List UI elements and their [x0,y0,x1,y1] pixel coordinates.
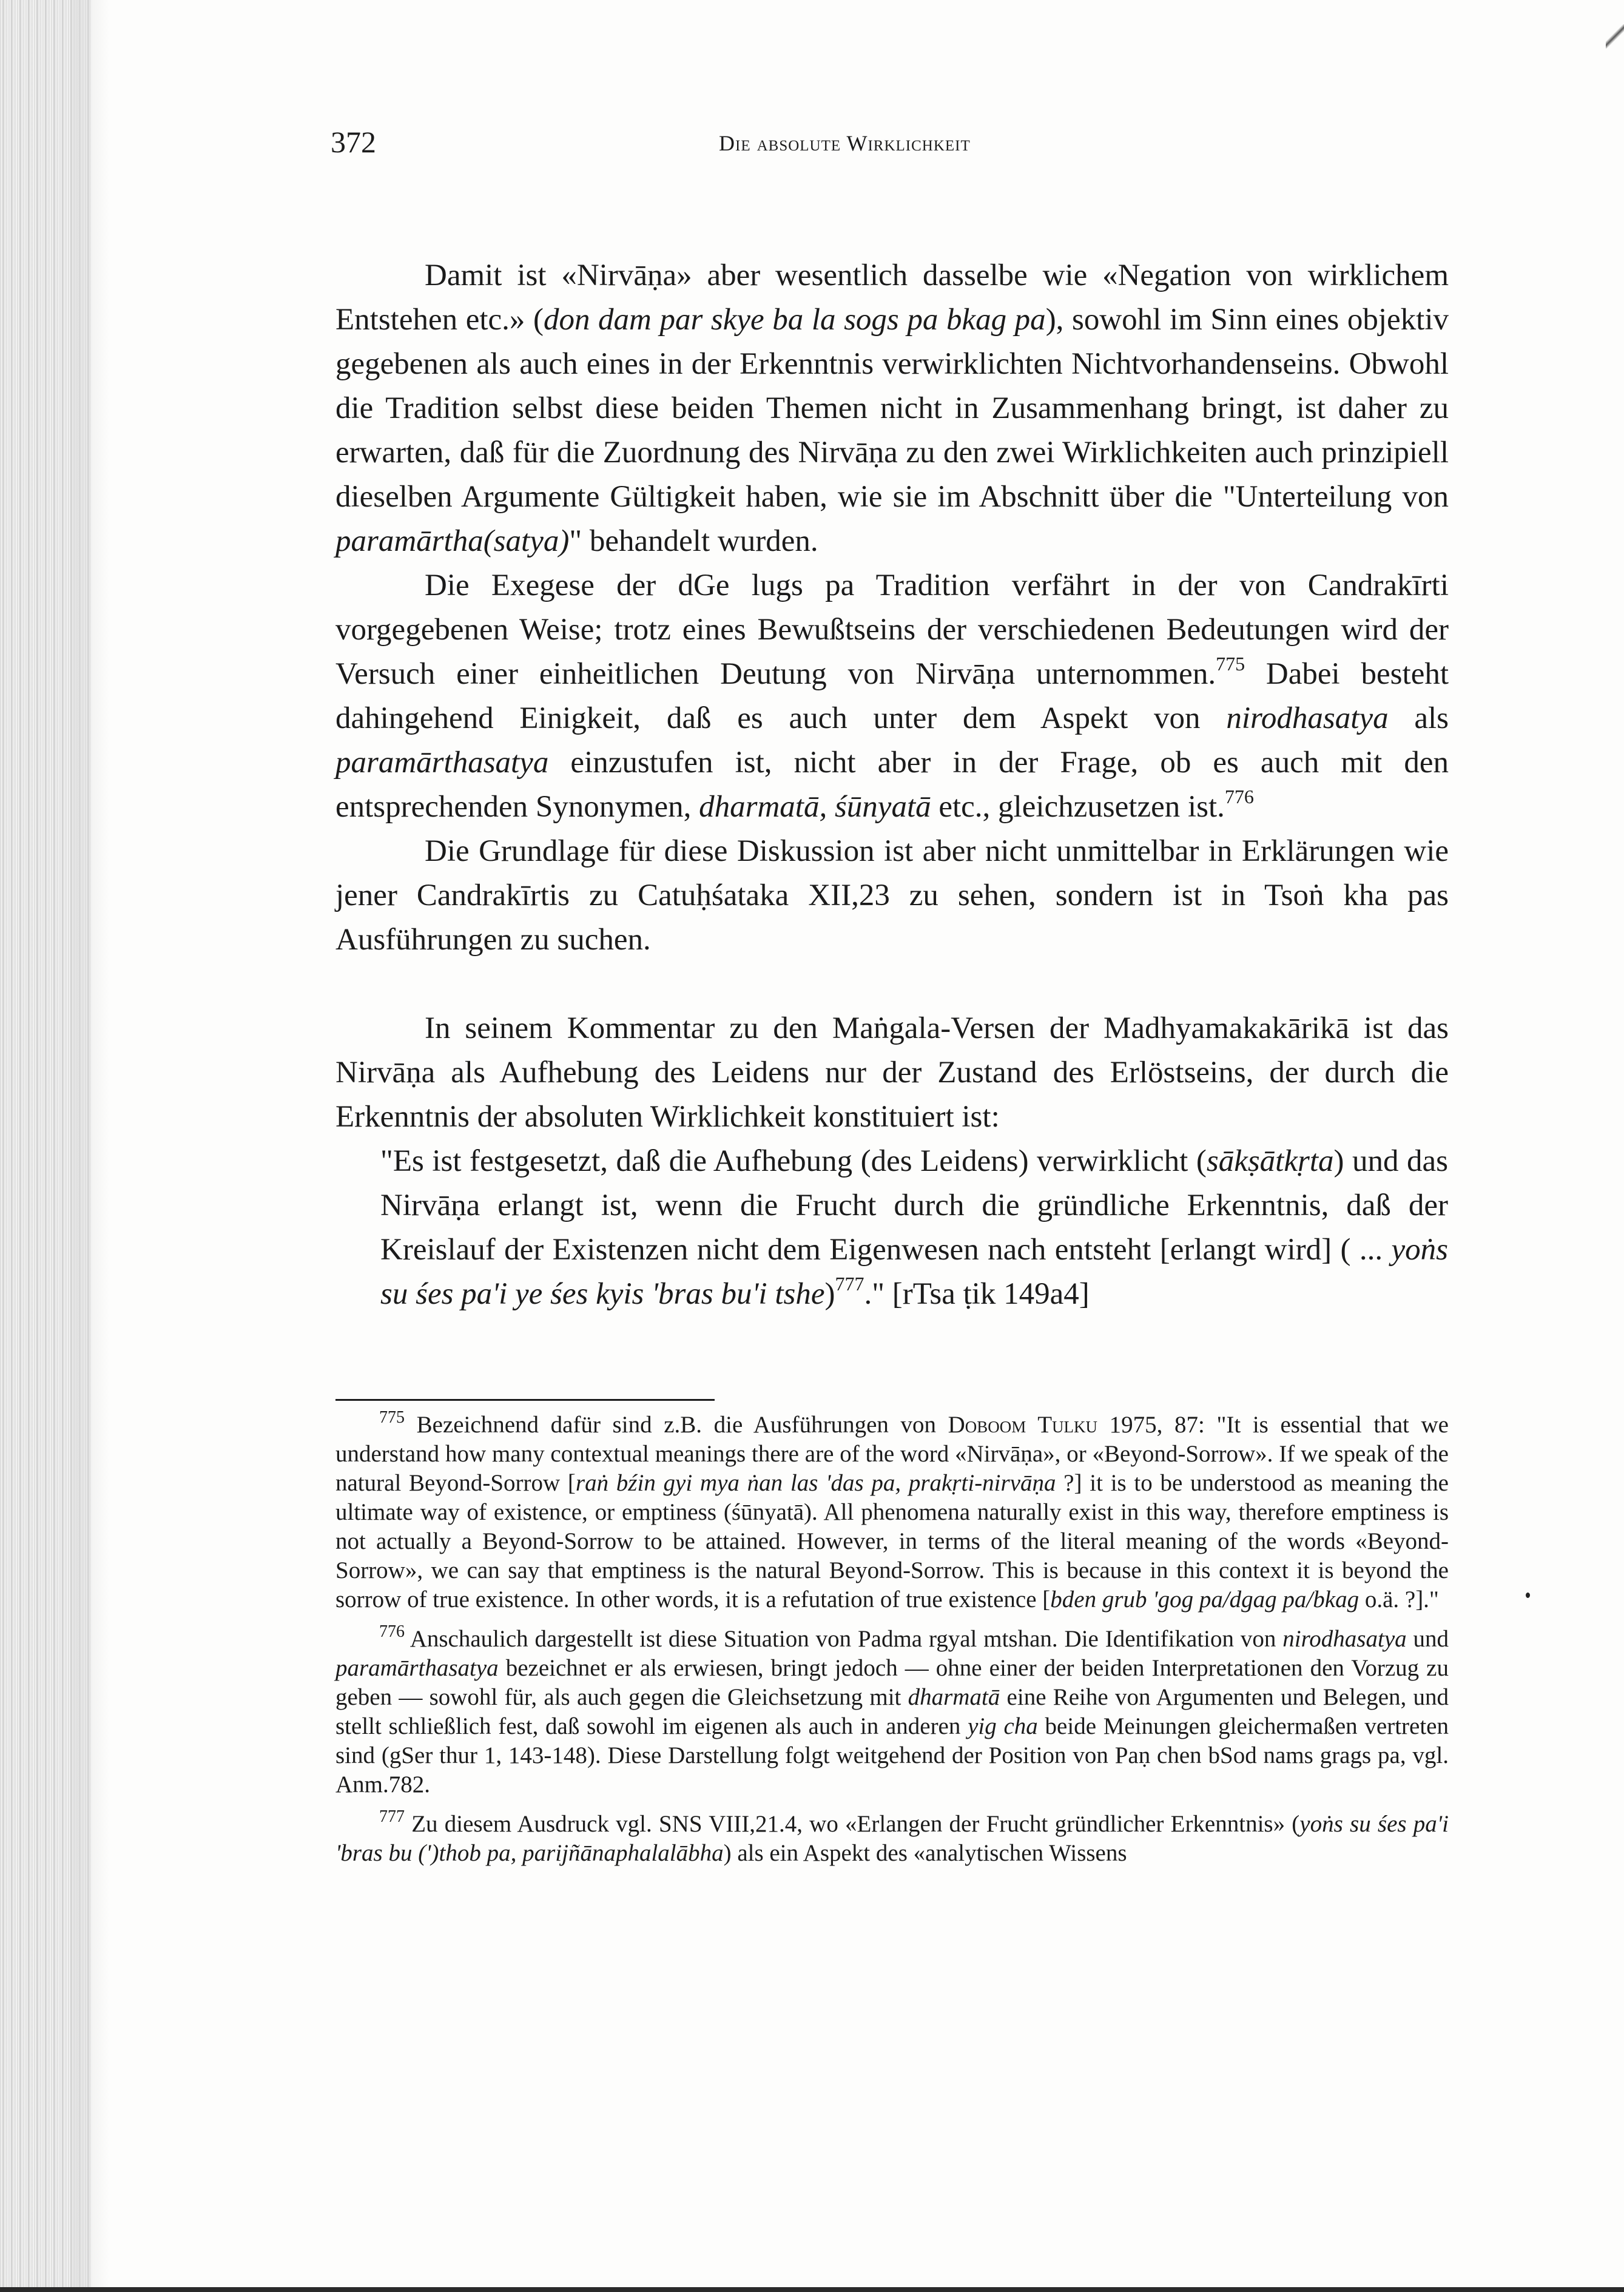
sanskrit-term: paramārtha(satya) [335,524,570,558]
tibetan-term: yig cha [968,1713,1038,1739]
scan-speck [1526,1593,1530,1598]
running-head [331,124,1465,167]
text-run: einzustufen ist, nicht aber in der Frage, ob es auch mit den entsprechenden Synonymen, [335,746,1449,824]
text-run: ) und das Nirvāṇa erlangt ist, wenn die Frucht durch die gründliche Erkenntnis, daß der Kreislauf der Existenzen nicht dem Eigenwesen nach entsteht [erlangt wird] ( ... [380,1144,1449,1267]
sanskrit-term: dharmatā, śūnyatā [699,790,931,824]
text-run: ), sowohl im Sinn eines objektiv gegebenen als auch eines in der Erkenntnis verwirklichten Nichtvorhandenseins. Obwohl die Tradition selbst diese beiden Themen nicht in Zusammenhang bringt, ist daher zu erwarten, daß für die Zuordnung des Nirvāṇa zu den zwei Wirklichkeiten auch prinzipiell dieselben Argumente Gültigkeit haben, wie sie im Abschnitt über die "Unterteilung von [335,303,1449,514]
paragraph [335,564,1449,829]
text-run: ) als ein Aspekt des «analytischen Wissens [723,1840,1127,1866]
paragraph [335,254,1449,564]
footnotes [335,1408,1449,1878]
sanskrit-term: dharmatā [908,1684,1000,1710]
paragraph [335,1006,1449,1139]
footnote-ref[interactable]: 777 [835,1273,864,1295]
author-name: Doboom Tulku [948,1412,1098,1438]
text-run: Die Exegese der dGe lugs pa Tradition verfährt in der von Candrakīrti vorgegebenen Weise; trotz eines Bewußtseins der verschiedenen Bedeutungen wird der Versuch einer einheitlichen Deutung von Nirvāṇa unternommen. [335,568,1449,691]
text-run: als [1388,701,1449,735]
sanskrit-term: paramārthasatya [335,1655,499,1681]
footnote-ref[interactable]: 776 [1224,786,1254,807]
text-run: eine Reihe von Argumenten und Belegen, und stellt schließlich fest, daß sowohl im eigenen als auch in anderen [335,1684,1449,1739]
text-run: ?] it is to be understood as meaning the ultimate way of existence, or emptiness (śūnyatā). All phenomena naturally exist in this way, therefore emptiness is not actually a Beyond-Sorrow to be attained. However, in terms of the literal meaning of the words «Beyond-Sorrow», we can say that emptiness is the natural Beyond-Sorrow. This is because in this context it is beyond the sorrow of true existence. In other words, it is a refutation of true existence [ [335,1470,1449,1613]
tibetan-term: yoṅs su śes pa'i 'bras bu (')thob pa, parijñānaphalalābha [335,1811,1449,1866]
sanskrit-term: sākṣātkṛta [1206,1144,1334,1178]
text-run: und [1406,1626,1449,1652]
footnote-ref[interactable]: 775 [1216,653,1245,675]
text-run: Anschaulich dargestellt ist diese Situation von Padma rgyal mtshan. Die Identifikation von [405,1626,1283,1652]
page-number: 372 [331,125,376,159]
text-run: ) [824,1277,835,1311]
text-run: Die Grundlage für diese Diskussion ist aber nicht unmittelbar in Erklärungen wie jener Candrakīrtis zu Catuḥśataka XII,23 zu sehen, sondern ist in Tsoṅ kha pas Ausführungen zu suchen. [335,834,1449,957]
text-run: bezeichnet er als erwiesen, bringt jedoch — ohne einer der beiden Interpretationen den Vorzug zu geben — sowohl für, als auch gegen die Gleichsetzung mit [335,1655,1449,1710]
text-run: Damit ist «Nirvāṇa» aber wesentlich dasselbe wie «Negation von wirklichem Entstehen etc.» ( [335,258,1449,337]
tibetan-term: yoṅs su śes pa'i ye śes kyis 'bras bu'i tshe [380,1233,1448,1311]
text-run: Bezeichnend dafür sind z.B. die Ausführungen von [405,1412,948,1438]
sanskrit-term: nirodhasatya [1226,701,1389,735]
text-run: " behandelt wurden. [569,524,818,558]
sanskrit-term: paramārthasatya [335,746,549,780]
footnote [335,1807,1449,1868]
text-run: beide Meinungen gleichermaßen vertreten sind (gSer thur 1, 143-148). Diese Darstellung folgt weitgehend der Position von Paṇ chen bSod nams grags pa, vgl. Anm.782. [335,1713,1449,1798]
tibetan-term: bden grub 'gog pa/dgag pa/bkag [1050,1586,1360,1613]
footnote-number: 777 [379,1807,405,1826]
block-quote [380,1139,1448,1316]
sanskrit-term: nirodhasatya [1282,1626,1407,1652]
text-run: o.ä. ?]." [1359,1586,1439,1613]
main-text [335,254,1449,1316]
text-run: In seinem Kommentar zu den Maṅgala-Versen der Madhyamakakārikā ist das Nirvāṇa als Aufhebung des Leidens nur der Zustand des Erlöstseins, der durch die Erkenntnis der absoluten Wirklichkeit konstituiert ist: [335,1011,1449,1134]
binding-edge-fade [73,0,109,2292]
text-run: 1975, 87: "It is essential that we understand how many contextual meanings there are of the word «Nirvāṇa», or «Beyond-Sorrow». If we speak of the natural Beyond-Sorrow [ [335,1412,1449,1496]
scan-bottom-edge [0,2287,1624,2292]
text-run: Zu diesem Ausdruck vgl. SNS VIII,21.4, wo «Erlangen der Frucht gründlicher Erkenntnis» ( [405,1811,1300,1837]
footnote [335,1622,1449,1799]
footnote-separator [335,1399,715,1401]
footnote-number: 776 [379,1622,405,1641]
tibetan-term: don dam par skye ba la sogs pa bkag pa [543,303,1046,337]
text-run: etc., gleichzusetzen ist. [931,790,1225,824]
scan-corner-mark [1606,24,1624,49]
paragraph [335,829,1449,962]
tibetan-term: raṅ bźin gyi mya ṅan las 'das pa, prakṛti-nirvāṇa [575,1470,1056,1496]
footnote [335,1408,1449,1614]
text-run: ." [rTsa ṭik 149a4] [864,1277,1090,1311]
text-run: Dabei besteht dahingehend Einigkeit, daß es auch unter dem Aspekt von [335,657,1449,735]
running-title: Die absolute Wirklichkeit [719,131,971,155]
footnote-number: 775 [379,1408,405,1427]
text-run: "Es ist festgesetzt, daß die Aufhebung (des Leidens) verwirklicht ( [380,1144,1207,1178]
